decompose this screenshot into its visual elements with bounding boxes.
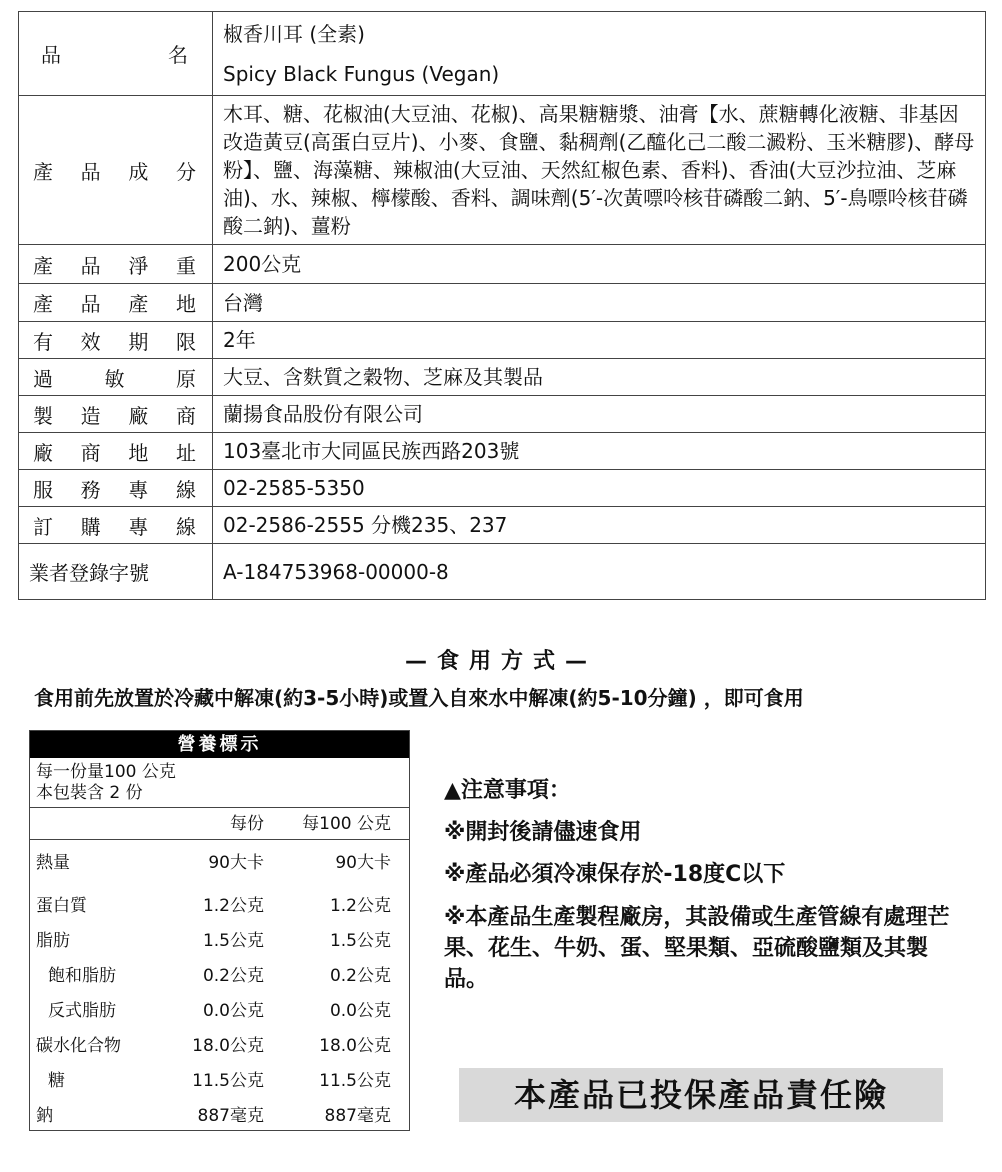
label-char: 產 — [128, 292, 149, 316]
nutrient-name: 蛋白質 — [36, 896, 87, 916]
label-char: 務 — [80, 477, 101, 502]
product-name-zh: 椒香川耳 (全素) — [223, 21, 365, 46]
nutrient-per-100g: 1.2公克 — [329, 896, 391, 916]
value-address: 103臺北市大同區民族西路203號 — [213, 433, 986, 470]
nutrient-per-100g: 1.5公克 — [329, 931, 391, 951]
nutrition-row — [30, 889, 409, 924]
label-char: 造 — [80, 403, 101, 428]
label-char: 敏 — [104, 366, 125, 391]
nutrient-per-serving: 18.0公克 — [192, 1036, 264, 1056]
label-char: 地 — [175, 292, 196, 316]
label-char: 產 — [33, 253, 53, 278]
nutrient-name: 碳水化合物 — [36, 1036, 121, 1056]
nutrient-per-serving: 90大卡 — [208, 853, 264, 873]
label-char: 製 — [33, 403, 53, 428]
row-manufacturer — [19, 396, 986, 433]
label-char: 服 — [33, 477, 53, 502]
value-origin: 台灣 — [213, 284, 986, 322]
usage-title: —食用方式— — [404, 649, 597, 674]
label-char: 址 — [175, 440, 196, 465]
label-char: 專 — [128, 477, 149, 502]
value-ingredients: 木耳、糖、花椒油(大豆油、花椒)、高果糖糖漿、油膏【水、蔗糖轉化液糖、非基因改造黃豆(高蛋白豆片)、小麥、食鹽、黏稠劑(乙醯化己二酸二澱粉、玉米糖膠)、酵母粉】、鹽、海藻糖、辣椒油(大豆油、天然紅椒色素、香料)、香油(大豆沙拉油、芝麻油)、水、辣椒、檸檬酸、香料、調味劑(5′-次黃嘌呤核苷磷酸二鈉、5′-鳥嘌呤核苷磷酸二鈉)、薑粉 — [213, 96, 986, 245]
nutrient-per-serving: 0.2公克 — [202, 966, 264, 986]
servings-per-package: 本包裝含 2 份 — [36, 783, 143, 803]
row-address — [19, 433, 986, 470]
nutrient-per-100g: 0.0公克 — [329, 1001, 391, 1021]
nutrient-name: 脂肪 — [36, 931, 70, 951]
col-per-100g: 每100 公克 — [302, 814, 391, 834]
caution-notes — [444, 775, 964, 995]
label-char: 產 — [33, 159, 53, 184]
label-char: 分 — [175, 159, 196, 184]
nutrition-row — [30, 959, 409, 994]
row-order-line — [19, 507, 986, 544]
label-char: 重 — [175, 253, 196, 278]
label-char: 過 — [33, 366, 53, 391]
label-char: 購 — [80, 514, 101, 539]
nutrition-row — [30, 846, 409, 881]
nutrient-per-serving: 887毫克 — [197, 1106, 264, 1126]
nutrient-per-100g: 0.2公克 — [329, 966, 391, 986]
nutrient-per-serving: 11.5公克 — [192, 1071, 264, 1091]
note-item: ※開封後請儘速食用 — [444, 820, 642, 845]
label-char: 品 — [80, 292, 101, 316]
label-char: 期 — [128, 329, 149, 354]
nutrition-column-headers — [30, 808, 409, 840]
value-shelf-life: 2年 — [213, 322, 986, 359]
usage-instructions: 食用前先放置於冷藏中解凍(約3-5小時)或置入自來水中解凍(約5-10分鐘) ，即可食用 — [34, 686, 804, 710]
nutrition-row — [30, 994, 409, 1029]
note-item: ※本產品生產製程廠房，其設備或生產管線有處理芒果、花生、牛奶、蛋、堅果類、亞硫酸鹽類及其製品。 — [444, 905, 950, 992]
row-product-name — [19, 12, 986, 96]
label-char: 限 — [175, 329, 196, 354]
nutrition-title: 營養標示 — [30, 731, 409, 758]
label-char: 名 — [168, 43, 188, 67]
label-char: 有 — [33, 329, 53, 354]
label-char: 產 — [33, 292, 53, 316]
label-char: 商 — [175, 403, 196, 428]
row-registration — [19, 544, 986, 600]
nutrition-row — [30, 924, 409, 959]
nutrient-name: 反式脂肪 — [48, 1001, 116, 1021]
nutrient-per-100g: 11.5公克 — [319, 1071, 391, 1091]
note-item: ※產品必須冷凍保存於-18度C以下 — [444, 862, 786, 887]
nutrient-name: 鈉 — [36, 1106, 53, 1126]
value-order-line: 02-2586-2555 分機235、237 — [213, 507, 986, 544]
nutrient-name: 糖 — [48, 1071, 65, 1091]
notes-title: ▲注意事項： — [444, 778, 571, 803]
label-registration: 業者登錄字號 — [19, 544, 213, 600]
nutrition-row — [30, 1064, 409, 1099]
serving-info — [30, 758, 409, 808]
label-char: 品 — [41, 43, 61, 67]
label-ingredients — [19, 96, 213, 245]
nutrient-per-100g: 18.0公克 — [319, 1036, 391, 1056]
row-ingredients — [19, 96, 986, 245]
label-char: 淨 — [128, 253, 149, 278]
nutrient-name: 飽和脂肪 — [48, 966, 116, 986]
value-allergens: 大豆、含麩質之穀物、芝麻及其製品 — [213, 359, 986, 396]
label-char: 品 — [80, 159, 101, 184]
value-registration: A-184753968-00000-8 — [213, 544, 986, 600]
nutrient-per-100g: 90大卡 — [335, 853, 391, 873]
col-per-serving: 每份 — [230, 814, 264, 834]
nutrition-row — [30, 1099, 409, 1134]
row-net-weight — [19, 245, 986, 284]
serving-size: 每一份量100 公克 — [36, 762, 176, 782]
label-text — [33, 39, 196, 68]
label-char: 地 — [128, 440, 149, 465]
nutrition-rows — [30, 846, 409, 1134]
label-char: 原 — [176, 366, 196, 391]
row-shelf-life — [19, 322, 986, 359]
value-manufacturer: 蘭揚食品股份有限公司 — [213, 396, 986, 433]
nutrition-facts — [29, 730, 410, 1131]
nutrition-row — [30, 1029, 409, 1064]
label-char: 效 — [80, 329, 101, 354]
label-product-name — [19, 12, 213, 96]
label-char: 成 — [128, 159, 149, 184]
product-info-table — [18, 11, 986, 600]
label-char: 線 — [175, 514, 196, 539]
value-net-weight: 200公克 — [213, 245, 986, 284]
row-allergens — [19, 359, 986, 396]
insurance-banner: 本產品已投保產品責任險 — [459, 1068, 943, 1122]
nutrient-per-serving: 1.2公克 — [202, 896, 264, 916]
label-char: 商 — [80, 440, 101, 465]
row-origin — [19, 284, 986, 322]
label-char: 訂 — [33, 514, 53, 539]
value-product-name — [213, 12, 986, 96]
label-char: 廠 — [128, 403, 149, 428]
nutrient-per-100g: 887毫克 — [324, 1106, 391, 1126]
product-name-en: Spicy Black Fungus (Vegan) — [223, 61, 500, 86]
nutrient-name: 熱量 — [36, 853, 70, 873]
nutrient-per-serving: 0.0公克 — [202, 1001, 264, 1021]
nutrient-per-serving: 1.5公克 — [202, 931, 264, 951]
label-char: 專 — [128, 514, 149, 539]
row-service-line — [19, 470, 986, 507]
label-char: 廠 — [33, 440, 53, 465]
label-char: 線 — [175, 477, 196, 502]
label-char: 品 — [80, 253, 101, 278]
value-service-line: 02-2585-5350 — [213, 470, 986, 507]
